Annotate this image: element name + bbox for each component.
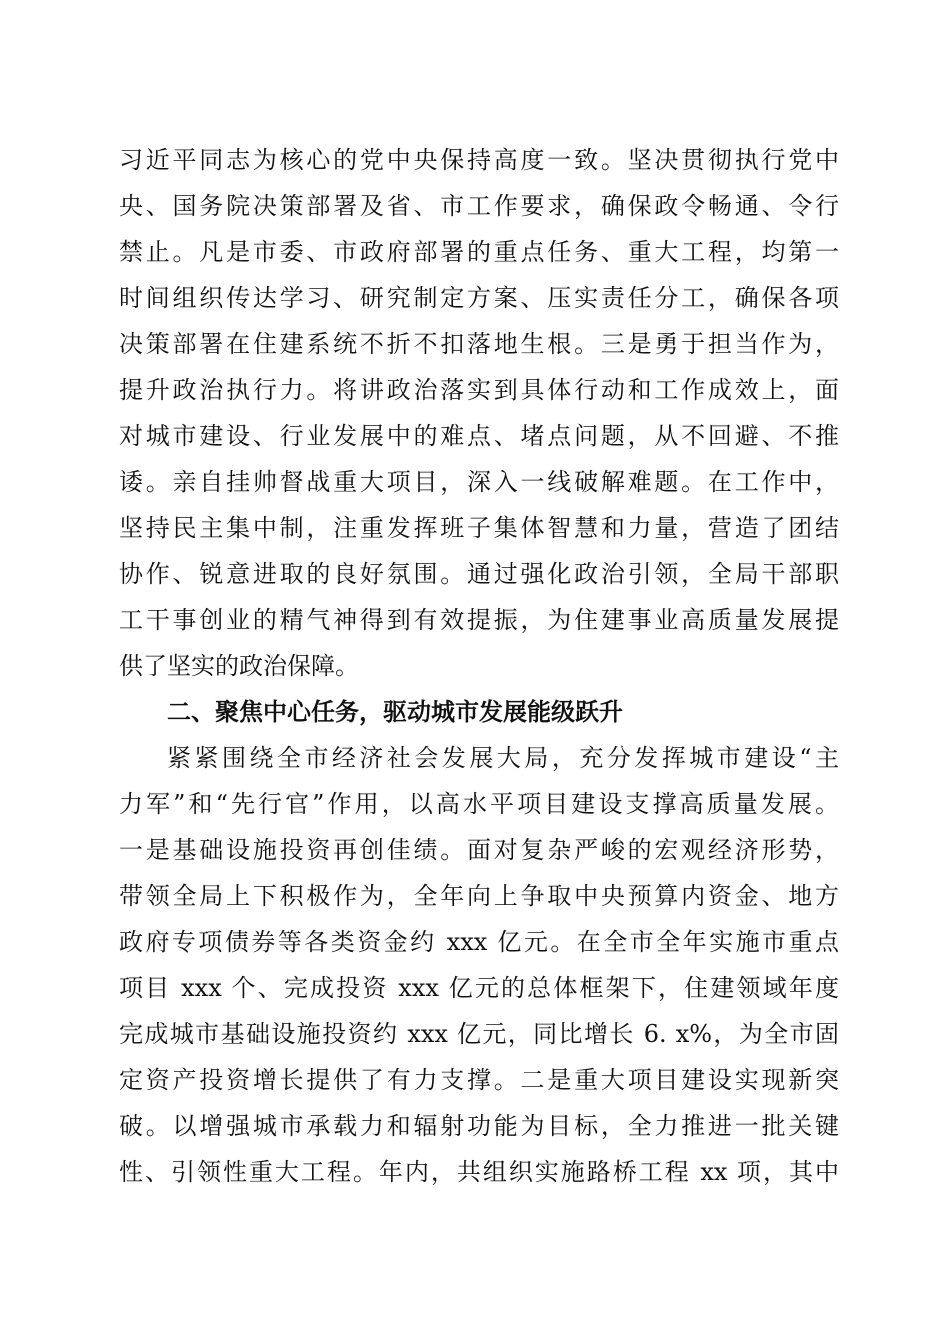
paragraph-line: 习近平同志为核心的党中央保持高度一致。坚决贯彻执行党中 <box>119 146 839 174</box>
paragraph-line: 政府专项债券等各类资金约 xxx 亿元。在全市全年实施市重点 <box>119 928 839 956</box>
paragraph-line: 一是基础设施投资再创佳绩。面对复杂严峻的宏观经济形势， <box>119 836 839 864</box>
paragraph-line: 提升政治执行力。将讲政治落实到具体行动和工作成效上，面 <box>119 376 839 404</box>
paragraph-line: 定资产投资增长提供了有力支撑。二是重大项目建设实现新突 <box>119 1066 839 1094</box>
paragraph-line: 项目 xxx 个、完成投资 xxx 亿元的总体框架下，住建领域年度 <box>119 974 839 1002</box>
paragraph-line: 协作、锐意进取的良好氛围。通过强化政治引领，全局干部职 <box>119 560 839 588</box>
paragraph-line: 坚持民主集中制，注重发挥班子集体智慧和力量，营造了团结 <box>119 514 839 542</box>
paragraph-line: 力军”和“先行官”作用，以高水平项目建设支撑高质量发展。 <box>119 790 839 818</box>
paragraph-line: 完成城市基础设施投资约 xxx 亿元，同比增长 6. x%，为全市固 <box>119 1020 839 1048</box>
paragraph-line: 对城市建设、行业发展中的难点、堵点问题，从不回避、不推 <box>119 422 839 450</box>
paragraph-line: 时间组织传达学习、研究制定方案、压实责任分工，确保各项 <box>119 284 839 312</box>
paragraph-line: 性、引领性重大工程。年内，共组织实施路桥工程 xx 项，其中 <box>119 1158 839 1186</box>
paragraph-line: 破。以增强城市承载力和辐射功能为目标，全力推进一批关键 <box>119 1112 839 1140</box>
section-heading: 二、聚焦中心任务，驱动城市发展能级跃升 <box>167 698 623 726</box>
paragraph-line: 工干事创业的精气神得到有效提振，为住建事业高质量发展提 <box>119 606 839 634</box>
paragraph-line: 带领全局上下积极作为，全年向上争取中央预算内资金、地方 <box>119 882 839 910</box>
paragraph-line: 央、国务院决策部署及省、市工作要求，确保政令畅通、令行 <box>119 192 839 220</box>
paragraph-line: 禁止。凡是市委、市政府部署的重点任务、重大工程，均第一 <box>119 238 839 266</box>
paragraph-first-line: 紧紧围绕全市经济社会发展大局，充分发挥城市建设“主 <box>167 744 839 772</box>
paragraph-line: 供了坚实的政治保障。 <box>119 652 359 680</box>
paragraph-line: 诿。亲自挂帅督战重大项目，深入一线破解难题。在工作中， <box>119 468 839 496</box>
paragraph-line: 决策部署在住建系统不折不扣落地生根。三是勇于担当作为， <box>119 330 839 358</box>
